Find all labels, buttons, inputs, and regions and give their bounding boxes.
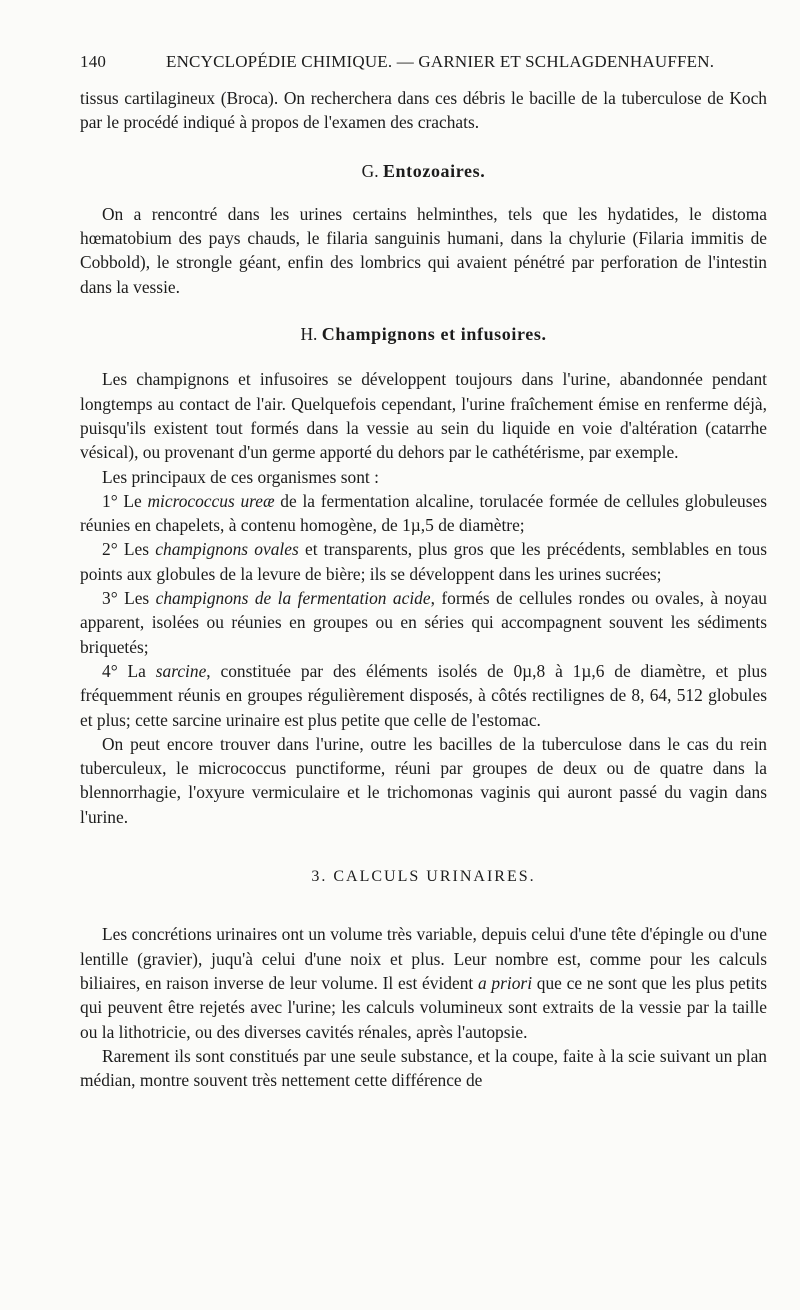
calculs-p1-lead: Les concrétions urinaires ont un volume très variable, depuis celui d'une tête d'épingle ou d'une lentille (gravier), juqu'à celui d'une noix et plus. Leur nombre est, comme pour les calculs biliaires, en raison inverse de leur volume. Il est évident — [80, 924, 767, 993]
section-h-label: H. — [300, 324, 318, 345]
section-g-heading — [80, 159, 767, 183]
organism-item-4 — [80, 659, 767, 732]
item-3-term: champignons de la fermentation acide — [155, 588, 431, 609]
champignons-paragraph: Les champignons et infusoires se développent toujours dans l'urine, abandonnée pendant longtemps au contact de l'air. Quelquefois cependant, l'urine fraîchement émise en renferme déjà, puisqu'ils existent tout formés dans la vessie au sein du liquide en voie d'altération (catarrhe vésical), ou provenant d'un germe apporté du dehors par le cathétérisme, par exemple. — [80, 369, 767, 463]
page-number: 140 — [80, 52, 107, 71]
item-2-term: champignons ovales — [155, 539, 299, 560]
page-header — [80, 52, 768, 78]
intro-paragraph: tissus cartilagineux (Broca). On recherchera dans ces débris le bacille de la tuberculose de Koch par le procédé indiqué à propos de l'examen des crachats. — [80, 88, 767, 133]
item-4-term: sarcine — [155, 660, 207, 681]
running-head: ENCYCLOPÉDIE CHIMIQUE. — GARNIER ET SCHLAGDENHAUFFEN. — [166, 52, 715, 71]
item-2-text: et transparents, plus gros que les précédents, semblables en tous points aux globules de la levure de bière; ils se développent dans les urines sucrées; — [80, 539, 767, 584]
organism-item-3 — [80, 586, 767, 659]
entozoaires-paragraph: On a rencontré dans les urines certains helminthes, tels que les hydatides, le distoma hœmatobium des pays chauds, le filaria sanguinis humani, dans la chylurie (Filaria immitis de Cobbold), le strongle géant, enfin des lombrics qui avaient pénétré par perforation de l'intestin dans la vessie. — [80, 203, 767, 297]
organism-item-2 — [80, 537, 767, 586]
other-organisms-paragraph: On peut encore trouver dans l'urine, outre les bacilles de la tuberculose dans le cas du rein tuberculeux, le micrococcus punctiforme, réuni par groupes de deux ou de quatre dans la blennorrhagie, l'oxyure vermiculaire et le trichomonas vaginis qui auront passé du vagin dans l'urine. — [80, 733, 767, 827]
calculs-paragraph-1 — [80, 922, 767, 1043]
item-1-lead: 1° Le — [102, 490, 148, 511]
organism-item-1 — [80, 489, 767, 538]
calculs-p1-term: a priori — [478, 972, 533, 993]
section-3-heading — [80, 865, 767, 889]
section-g-title: Entozoaires. — [382, 160, 486, 181]
item-4-lead: 4° La — [102, 660, 156, 681]
section-3-title: 3. CALCULS URINAIRES. — [311, 868, 536, 886]
item-1-text: de la fermentation alcaline, torulacée formée de cellules globuleuses réunies en chapelets, à contenu homogène, de 1µ,5 de diamètre; — [80, 490, 767, 536]
calculs-paragraph-2: Rarement ils sont constitués par une seule substance, et la coupe, faite à la scie suivant un plan médian, montre souvent très nettement cette différence de — [80, 1045, 767, 1091]
page-body — [80, 86, 767, 1092]
section-g-label: G. — [361, 160, 379, 181]
item-3-text: , formés de cellules rondes ou ovales, à noyau apparent, isolées ou réunies en groupes ou en séries qui accompagnent souvent les sédiments briquetés; — [80, 588, 768, 657]
section-h-title: Champignons et infusoires. — [321, 324, 547, 345]
item-4-text: , constituée par des éléments isolés de 0µ,8 à 1µ,6 de diamètre, et plus fréquemment réunis en groupes régulièrement disposés, à côtés rectilignes de 8, 64, 512 globules et plus; cette sarcine urinaire est plus petite que celle de l'estomac. — [80, 660, 768, 730]
item-3-lead: 3° Les — [102, 588, 156, 609]
item-1-term: micrococcus ureæ — [147, 490, 275, 511]
organisms-intro: Les principaux de ces organismes sont : — [102, 466, 379, 487]
item-2-lead: 2° Les — [102, 539, 156, 560]
section-h-heading — [80, 322, 767, 346]
calculs-p1-text: que ce ne sont que les plus petits qui peuvent être rejetés avec l'urine; les calculs volumineux sont extraits de la vessie par la taille ou la lithotricie, ou des diverses cavités rénales, après l'autopsie. — [80, 972, 767, 1042]
